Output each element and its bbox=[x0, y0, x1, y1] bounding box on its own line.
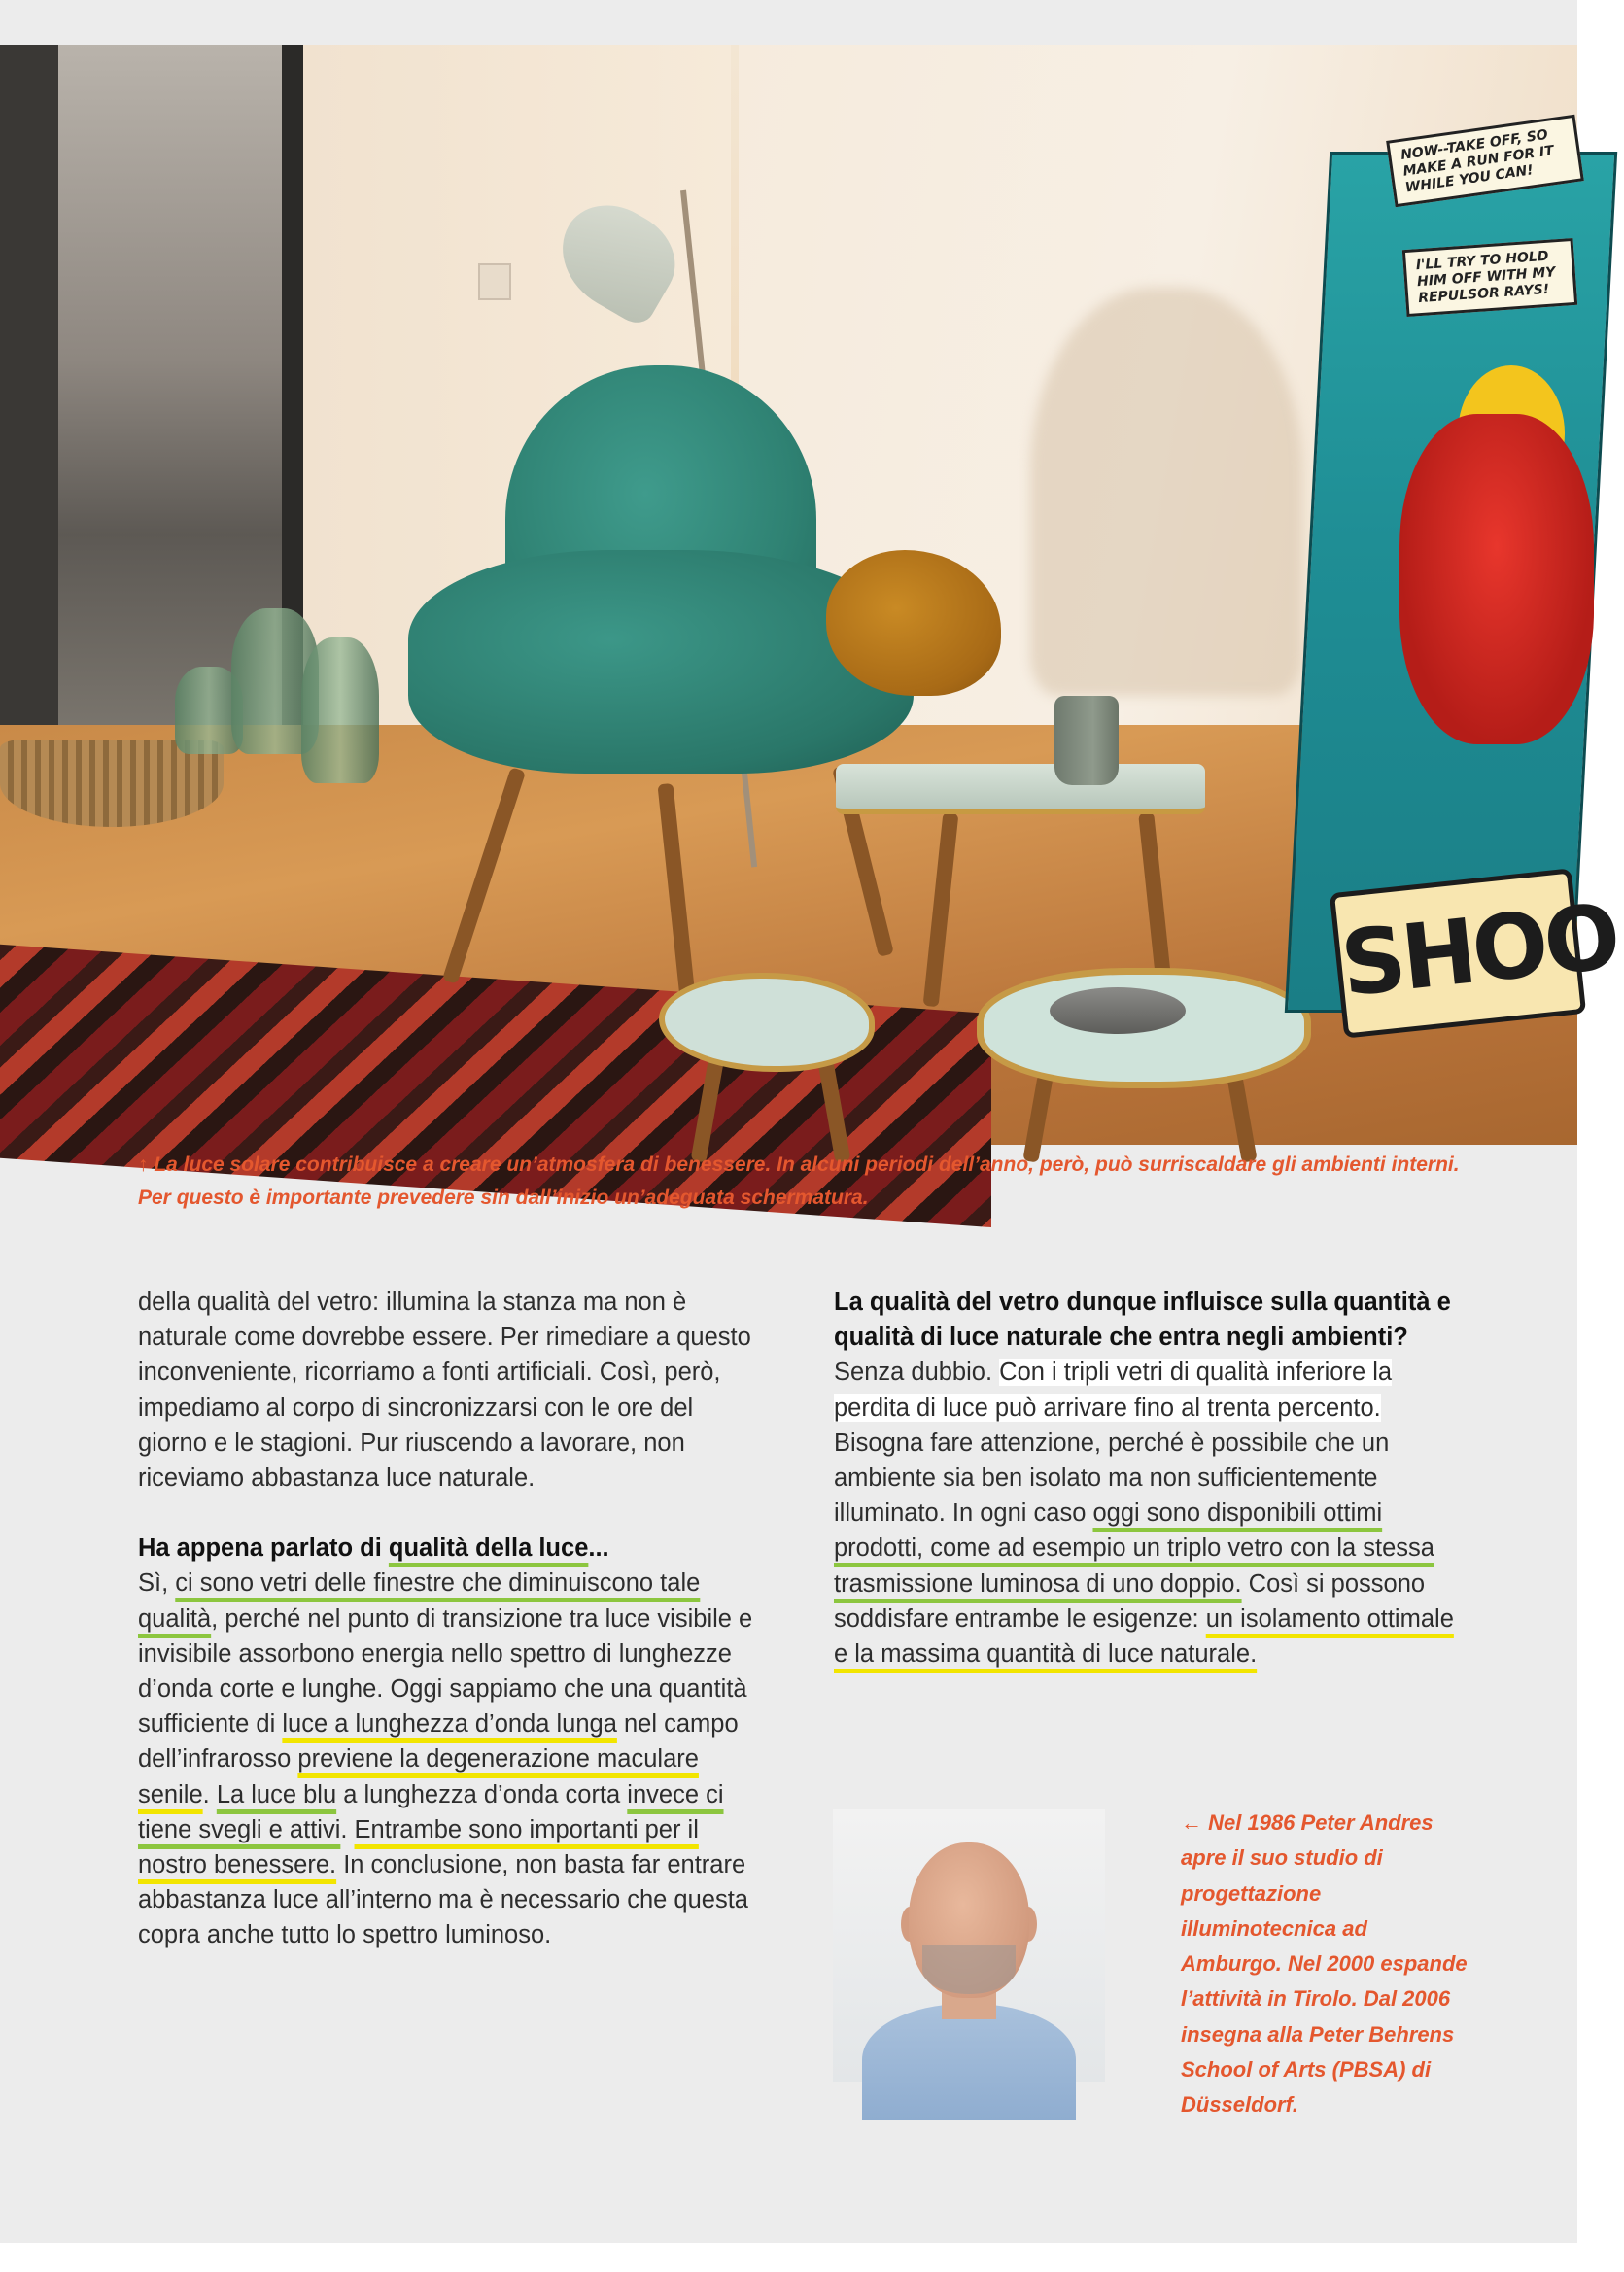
left-column bbox=[138, 1285, 760, 1953]
bio-caption bbox=[1181, 1806, 1472, 2123]
wall-shadow bbox=[1030, 288, 1302, 696]
caption-text: La luce solare contribuisce a creare un’atmosfera di benessere. In alcuni periodi dell’anno, però, può surriscaldare gli ambienti interni. Per questo è importante prevedere sin dall’inizio un’adeguata schermatura. bbox=[138, 1153, 1460, 1209]
question-suffix: ... bbox=[588, 1534, 609, 1563]
comic-sound-effect: SHOO bbox=[1330, 868, 1586, 1038]
answer-text: . bbox=[202, 1780, 217, 1808]
highlight-white: Con i tripli vetri di qualità inferiore la perdita di luce può arrivare fino al trenta percento. bbox=[834, 1359, 1393, 1422]
answer-text: Bisogna fare attenzione, perché è possibile che un ambiente sia ben isolato ma non sufficientemente illuminato. In ogni caso bbox=[834, 1429, 1390, 1528]
ceramic-cup bbox=[1054, 696, 1119, 785]
portrait-shirt bbox=[862, 2004, 1076, 2120]
highlight-green: invece ci tiene svegli e attivi bbox=[138, 1780, 724, 1843]
highlight-yellow: previene la degenerazione maculare senile bbox=[138, 1745, 699, 1808]
comic-figure-red bbox=[1399, 414, 1594, 744]
highlight-yellow: Entrambe sono importanti per il nostro benessere. bbox=[138, 1815, 699, 1879]
answer-text: Senza dubbio. bbox=[834, 1359, 993, 1387]
paragraph-gap bbox=[138, 1496, 760, 1531]
intro-paragraph: della qualità del vetro: illumina la stanza ma non è naturale come dovrebbe essere. Per rimediare a questo inconveniente, ricorriamo a fonti artificiali. Così, però, impediamo al corpo di sincronizzarsi con le ore del giorno e le stagioni. Pur riuscendo a lavorare, non riceviamo abbastanza luce naturale. bbox=[138, 1289, 751, 1493]
question-prefix: Ha appena parlato di bbox=[138, 1534, 389, 1563]
highlight-yellow: luce a lunghezza d’onda lunga bbox=[282, 1710, 617, 1738]
bio-text: Nel 1986 Peter Andres apre il suo studio di progettazione illuminotecnica ad Amburgo. Nel 2000 espande l’attività in Tirolo. Dal 2006 insegna alla Peter Behrens School of Arts (PBSA) di Düsseldorf. bbox=[1181, 1810, 1468, 2117]
interview-question bbox=[834, 1285, 1456, 1355]
highlight-green: ci sono vetri delle finestre che diminuiscono tale qualità bbox=[138, 1569, 701, 1633]
highlight-green: oggi sono disponibili ottimi prodotti, come ad esempio un triplo vetro con la stessa trasmissione luminosa di uno doppio. bbox=[834, 1499, 1434, 1598]
right-column bbox=[834, 1285, 1456, 1671]
answer-text: a lunghezza d’onda corta bbox=[336, 1780, 628, 1808]
interview-answer bbox=[138, 1566, 760, 1952]
comic-speech-bubble: I'LL TRY TO HOLD HIM OFF WITH MY REPULSOR RAYS! bbox=[1402, 238, 1577, 317]
window-frame bbox=[0, 45, 58, 744]
answer-text: nel campo dell’infrarosso bbox=[138, 1710, 739, 1773]
answer-text: Sì, bbox=[138, 1569, 176, 1598]
light-switch bbox=[478, 263, 511, 300]
answer-text: , perché nel punto di transizione tra luce visibile e invisibile assorbono energia nello spettro di lunghezze d’onda corte e lunghe. Oggi sappiamo che una quantità sufficiente di bbox=[138, 1604, 753, 1738]
up-arrow-icon: ↑ bbox=[138, 1153, 149, 1176]
photo-caption bbox=[138, 1149, 1479, 1215]
glass-bottle bbox=[301, 637, 379, 783]
highlight-green: qualità della luce bbox=[388, 1534, 589, 1563]
answer-text: . bbox=[340, 1815, 355, 1843]
left-arrow-icon: ← bbox=[1181, 1810, 1202, 1835]
side-table bbox=[836, 764, 1205, 814]
answer-text: In conclusione, non basta far entrare abbastanza luce all’interno ma è necessario che questa copra anche tutto lo spettro luminoso. bbox=[138, 1851, 748, 1949]
highlight-yellow: un isolamento ottimale e la massima quantità di luce naturale. bbox=[834, 1604, 1454, 1669]
question-text: La qualità del vetro dunque influisce sulla quantità e qualità di luce naturale che entra negli ambienti? bbox=[834, 1289, 1451, 1352]
interview-question bbox=[138, 1531, 760, 1566]
portrait-beard bbox=[922, 1945, 1016, 1994]
highlight-green: La luce blu bbox=[216, 1780, 337, 1808]
comic-speech-bubble: NOW--TAKE OFF, SO MAKE A RUN FOR IT WHILE YOU CAN! bbox=[1386, 115, 1584, 208]
interview-answer bbox=[834, 1355, 1456, 1671]
hero-photo bbox=[0, 45, 1622, 1145]
answer-text: Così si possono soddisfare entrambe le esigenze: bbox=[834, 1569, 1426, 1633]
portrait-photo bbox=[833, 1809, 1105, 2082]
decorative-plate bbox=[1050, 987, 1186, 1034]
